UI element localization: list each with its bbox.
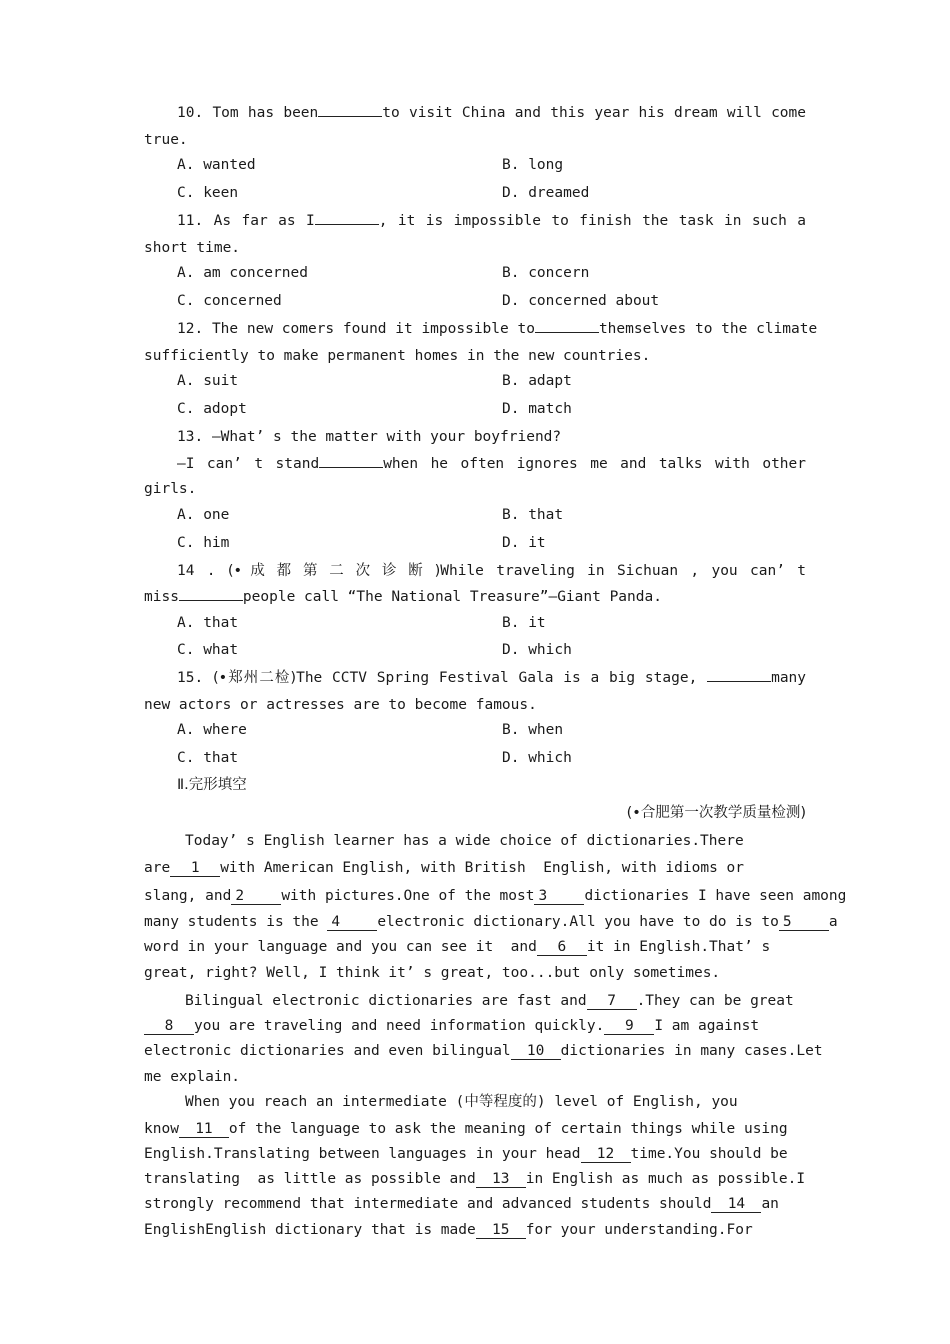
cloze-blank: 7 (587, 993, 637, 1010)
option-d: D. which (502, 750, 572, 766)
option-b: B. when (502, 722, 564, 738)
cloze-blank: 2 (231, 888, 281, 905)
option-d: D. concerned about (502, 293, 660, 309)
option-b: B. it (502, 615, 546, 631)
answer-blank (319, 467, 383, 468)
answer-blank (535, 332, 599, 333)
cloze-blank: 1 (170, 860, 220, 877)
option-a: A. suit (177, 373, 239, 389)
question-14: 14 . (• 成 都 第 二 次 诊 断 )While traveling in Sichuan , you can’ t (177, 563, 806, 579)
question-number: 10 (177, 105, 195, 121)
answer-blank (318, 116, 382, 117)
option-d: D. match (502, 401, 572, 417)
question-source: (• 成 都 第 二 次 诊 断 ) (227, 563, 441, 579)
cloze-blank: 9 (604, 1018, 654, 1035)
question-13-continuation: girls. (144, 481, 197, 497)
question-source: (•郑州二检) (212, 670, 297, 686)
section-title: Ⅱ.完形填空 (177, 777, 247, 793)
cloze-line: strongly recommend that intermediate and advanced students should 14 an (144, 1196, 779, 1212)
question-15: 15. (•郑州二检)The CCTV Spring Festival Gala is a big stage, many (177, 670, 807, 686)
cloze-blank: 14 (711, 1196, 761, 1213)
option-b: B. concern (502, 265, 590, 281)
question-number: 14 (177, 563, 195, 579)
option-c: C. concerned (177, 293, 282, 309)
cloze-line: Today’ s English learner has a wide choice of dictionaries.There (185, 833, 744, 849)
question-12: 12. The new comers found it impossible to themselves to the climate (177, 321, 818, 337)
question-11-continuation: short time. (144, 240, 241, 256)
cloze-line: English.Translating between languages in your head 12 time.You should be (144, 1146, 788, 1162)
cloze-line: word in your language and you can see it and 6 it in English.That’ s (144, 939, 771, 955)
cloze-blank: 13 (476, 1171, 526, 1188)
cloze-blank: 3 (534, 888, 584, 905)
question-12-continuation: sufficiently to make permanent homes in the new countries. (144, 348, 651, 364)
question-13: 13. —What’ s the matter with your boyfriend? (177, 429, 562, 445)
cloze-blank: 8 (144, 1018, 194, 1035)
cloze-line: When you reach an intermediate (中等程度的) level of English, you (185, 1094, 738, 1110)
question-number: 13 (177, 429, 195, 445)
answer-blank (315, 224, 379, 225)
option-d: D. dreamed (502, 185, 590, 201)
option-d: D. it (502, 535, 546, 551)
option-b: B. that (502, 507, 564, 523)
cloze-blank: 6 (537, 939, 587, 956)
cloze-line: many students is the 4 electronic dictionary.All you have to do is to 5 a (144, 914, 838, 930)
question-14-continuation: miss people call “The National Treasure”—Giant Panda. (144, 589, 662, 605)
cloze-blank: 15 (476, 1222, 526, 1239)
answer-blank (707, 681, 771, 682)
cloze-line: great, right? Well, I think it’ s great, too...but only sometimes. (144, 965, 721, 981)
option-b: B. adapt (502, 373, 572, 389)
question-number: 11 (177, 213, 195, 229)
option-a: A. one (177, 507, 230, 523)
question-number: 15 (177, 670, 195, 686)
cloze-line: translating as little as possible and 13 in English as much as possible.I (144, 1171, 806, 1187)
answer-blank (179, 600, 243, 601)
cloze-blank: 5 (779, 914, 829, 931)
question-11: 11. As far as I , it is impossible to finish the task in such a (177, 213, 806, 229)
cloze-line: slang, and 2 with pictures.One of the most 3 dictionaries I have seen among (144, 888, 847, 904)
cloze-blank: 4 (327, 914, 377, 931)
cloze-line: are 1 with American English, with British English, with idioms or (144, 860, 744, 876)
option-d: D. which (502, 642, 572, 658)
option-a: A. am concerned (177, 265, 308, 281)
question-13-reply: —I can’ t stand when he often ignores me and talks with other (177, 456, 806, 472)
cloze-blank: 12 (581, 1146, 631, 1163)
option-c: C. that (177, 750, 239, 766)
cloze-line: me explain. (144, 1069, 241, 1085)
cloze-line: EnglishEnglish dictionary that is made 15 for your understanding.For (144, 1222, 753, 1238)
cloze-line: electronic dictionaries and even bilingual 10 dictionaries in many cases.Let (144, 1043, 823, 1059)
option-b: B. long (502, 157, 564, 173)
question-number: 12 (177, 321, 195, 337)
cloze-blank: 11 (179, 1121, 229, 1138)
cloze-blank: 10 (511, 1043, 561, 1060)
question-10: 10. Tom has been to visit China and this year his dream will come (177, 105, 806, 121)
option-a: A. wanted (177, 157, 256, 173)
cloze-line: Bilingual electronic dictionaries are fast and 7 .They can be great (185, 993, 794, 1009)
cloze-line: 8 you are traveling and need information quickly. 9 I am against (144, 1016, 759, 1036)
option-c: C. him (177, 535, 230, 551)
option-c: C. keen (177, 185, 239, 201)
option-a: A. that (177, 615, 239, 631)
question-10-continuation: true. (144, 132, 188, 148)
option-a: A. where (177, 722, 247, 738)
cloze-line: know 11 of the language to ask the meaning of certain things while using (144, 1121, 788, 1137)
option-c: C. what (177, 642, 239, 658)
section-source: (•合肥第一次教学质量检测) (626, 805, 806, 821)
option-c: C. adopt (177, 401, 247, 417)
question-15-continuation: new actors or actresses are to become famous. (144, 697, 537, 713)
